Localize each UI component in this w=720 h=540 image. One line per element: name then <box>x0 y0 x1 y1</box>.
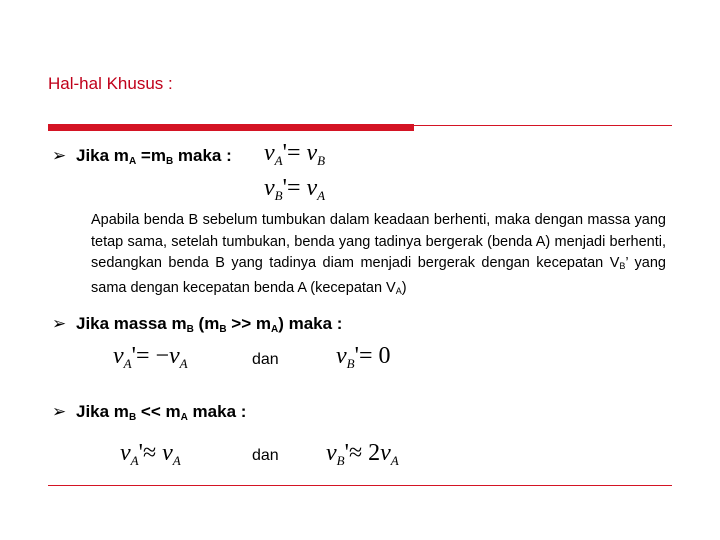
case2-connector: dan <box>252 351 279 368</box>
case2-equation-1: $v_A'= -v_A$ <box>113 343 188 371</box>
title-rule-thin <box>414 125 672 126</box>
case3-label: ➢ Jika $m_B << m_A$ maka : <box>52 402 247 423</box>
title-rule-thick <box>48 124 414 131</box>
arrow-bullet-icon: ➢ <box>52 402 67 421</box>
bottom-rule <box>48 485 672 486</box>
slide-title: Hal-hal Khusus : <box>48 74 173 93</box>
arrow-bullet-icon: ➢ <box>52 146 67 165</box>
arrow-bullet-icon: ➢ <box>52 314 67 333</box>
case2-label: ➢ Jika massa $m_B$ $(m_B >> m_A)$ maka : <box>52 314 343 335</box>
case1-label: ➢ Jika $m_A =m_B$ maka : <box>52 146 232 167</box>
case1-equation-2: $v_B'= v_A$ <box>264 175 326 203</box>
case2-equation-2: $v_B'= 0$ <box>336 343 391 371</box>
case1-explanation: Apabila benda B sebelum tumbukan dalam keadaan berhenti, maka dengan massa yang tetap sama, setelah tumbukan, benda yang tadinya bergerak (benda A) menjadi berhenti, sedangkan benda B yang tadinya diam menjadi bergerak dengan kecepatan $V_B$’ yang sama dengan kecepatan benda A (kecepatan $V_A$) <box>91 212 666 296</box>
case3-connector: dan <box>252 447 279 464</box>
case1-equation-1: $v_A'= v_B$ <box>264 140 326 168</box>
case3-equation-2: $v_B'\approx 2v_A$ <box>326 440 399 468</box>
case3-equation-1: $v_A'\approx v_A$ <box>120 440 181 468</box>
